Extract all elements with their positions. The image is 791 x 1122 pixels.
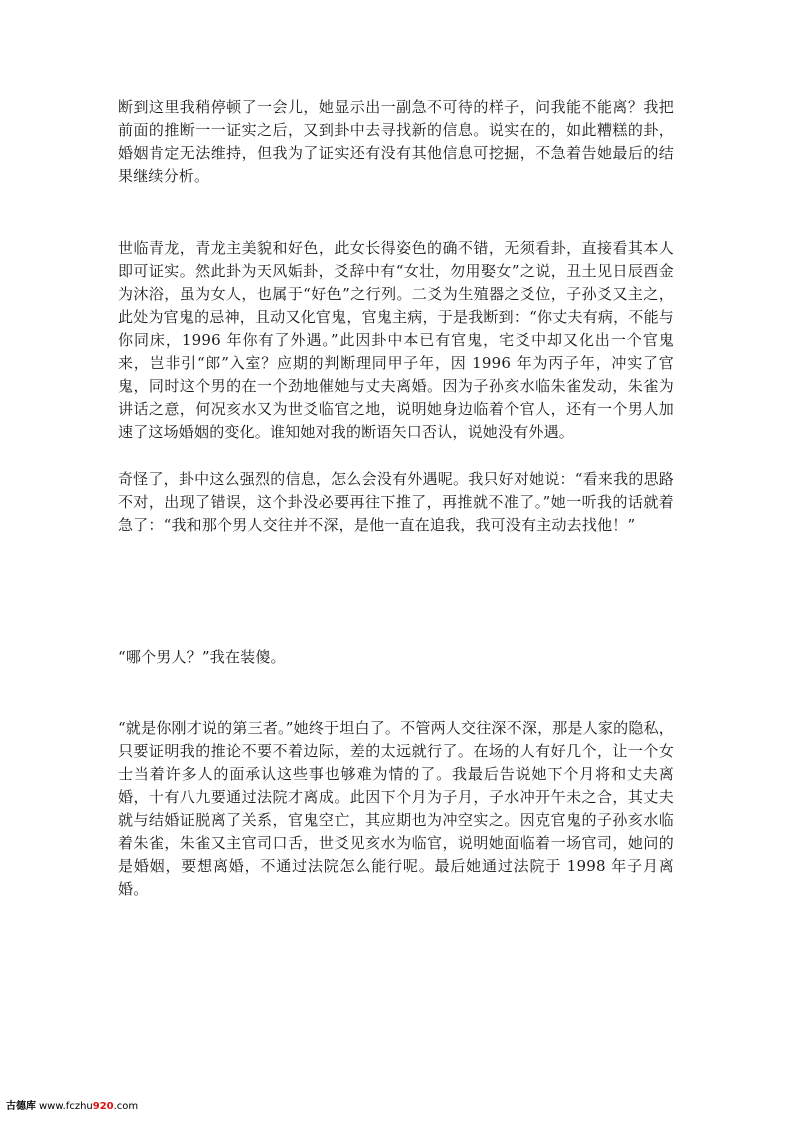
footer-site-name: 古德库 (6, 1101, 36, 1112)
paragraph-5: “就是你刚才说的第三者。”她终于坦白了。不管两人交往深不深，那是人家的隐私，只要证明我的推论不要不着边际，差的太远就行了。在场的人有好几个，让一个女士当着许多人的面承认这些事也够难为情的了。我最后告说她下个月将和丈夫离婚，十有八九要通过法院才离成。此因下个月为子月，子水冲开午未之合，其丈夫就与结婚证脱离了关系，官鬼空亡，其应期也为冲空实之。因克官鬼的子孙亥水临着朱雀，朱雀又主官司口舌，世爻见亥水为临官，说明她面临着一场官司，她问的是婚姻，要想离婚，不通过法院怎么能行呢。最后她通过法院于 1998 年子月离婚。 (118, 719, 674, 898)
footer-url-number: 920 (92, 1101, 114, 1112)
paragraph-2: 世临青龙，青龙主美貌和好色，此女长得姿色的确不错，无须看卦，直接看其本人即可证实。然此卦为天风姤卦，爻辞中有“女壮，勿用娶女”之说，丑土见日辰酉金为沐浴，虽为女人，也属于“好色”之行列。二爻为生殖器之爻位，子孙爻又主之，此处为官鬼的忌神，且动又化官鬼，官鬼主病，于是我断到：“你丈夫有病，不能与你同床，1996 年你有了外遇。”此因卦中本已有官鬼，宅爻中却又化出一个官鬼来，岂非引“郎”入室？应期的判断理同甲子年，因 1996 年为丙子年，冲实了官鬼，同时这个男的在一个劲地催她与丈夫离婚。因为子孙亥水临朱雀发动，朱雀为讲话之意，何况亥水又为世爻临官之地，说明她身边临着个官人，还有一个男人加速了这场婚姻的变化。谁知她对我的断语矢口否认，说她没有外遇。 (118, 239, 674, 441)
paragraph-1: 断到这里我稍停顿了一会儿，她显示出一副急不可待的样子，问我能不能离？我把前面的推断一一证实之后，又到卦中去寻找新的信息。说实在的，如此糟糕的卦，婚姻肯定无法维持，但我为了证实还有没有其他信息可挖掘，不急着告她最后的结果继续分析。 (118, 98, 674, 185)
footer-url-suffix: .com (113, 1101, 139, 1112)
paragraph-3: 奇怪了，卦中这么强烈的信息，怎么会没有外遇呢。我只好对她说：“看来我的思路不对，出现了错误，这个卦没必要再往下推了，再推就不准了。”她一听我的话就着急了：“我和那个男人交往并不深，是他一直在追我，我可没有主动去找他！” (118, 470, 674, 534)
paragraph-4: “哪个男人？”我在装傻。 (118, 648, 286, 666)
footer-url-prefix: www.fczhu (39, 1101, 93, 1112)
footer-watermark (6, 1097, 138, 1112)
